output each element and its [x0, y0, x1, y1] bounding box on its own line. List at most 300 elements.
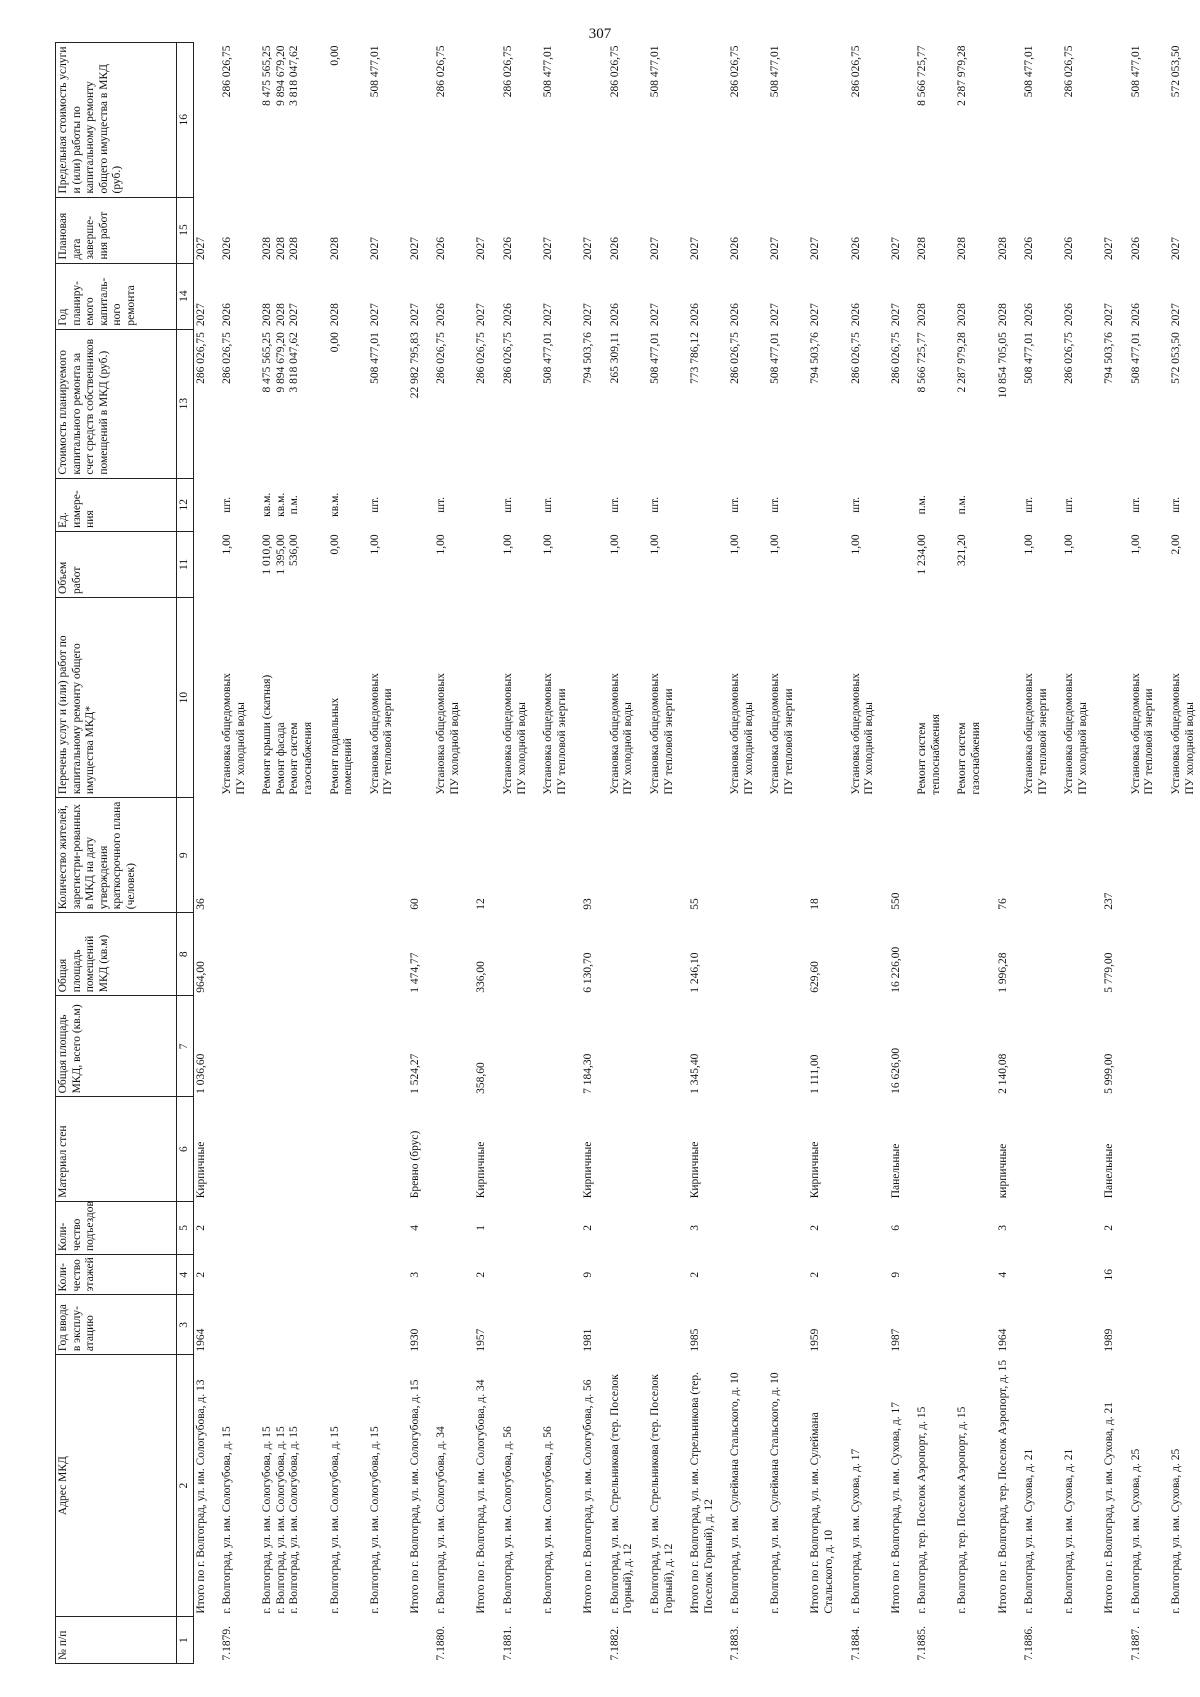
cell-line: 508 477,01: [648, 332, 661, 384]
cell-line: 286 026,75: [435, 45, 448, 98]
row-spacer: [1118, 43, 1129, 1664]
table-row: [915, 43, 944, 1664]
residents-cell: [368, 798, 397, 913]
completion-date-cell: [1102, 197, 1118, 263]
cell-line: 2028: [288, 237, 301, 261]
wall-material-cell: Кирпичные: [475, 1141, 488, 1199]
cell-line: ПУ холодной воды: [448, 702, 461, 795]
floors-cell: [915, 1255, 944, 1295]
repair-year-cell: [608, 263, 637, 329]
cell-line: 508 477,01: [1023, 332, 1036, 384]
year-built-cell: [648, 1295, 677, 1355]
cell-line: 8 475 565,25: [261, 332, 274, 393]
residents-cell: 18: [809, 898, 822, 910]
cell-line: 2027: [809, 237, 822, 261]
cell-line: 572 053,50: [1170, 332, 1182, 384]
cell-line: теплоснабжения: [929, 714, 942, 795]
repair-year-cell: [581, 263, 597, 329]
wall-material-cell: [541, 1097, 570, 1201]
cell-line: Ремонт систем: [916, 722, 929, 795]
cost-cell: [849, 329, 878, 478]
work-list-cell: [915, 597, 944, 797]
cell-line: кв.м.: [274, 492, 287, 517]
total-area-cell: [648, 996, 677, 1097]
premises-area-cell: [728, 913, 757, 996]
wall-material-cell: [955, 1097, 984, 1201]
cell-line: 794 503,76: [1103, 332, 1116, 384]
entrances-cell: 2: [809, 1225, 822, 1231]
cell-line: Установка общедомовых: [729, 673, 742, 795]
cell-line: Установка общедомовых: [769, 673, 782, 795]
cell-line: 1,00: [221, 534, 234, 555]
cell-line: г. Волгоград, ул. им. Сухова, д. 21: [1023, 1448, 1036, 1614]
cell-line: Установка общедомовых: [648, 673, 661, 795]
row-spacer-cell: [797, 43, 808, 1664]
max-cost-cell: [220, 43, 249, 198]
cell-line: 2028: [274, 303, 287, 327]
cell-line: шт.: [648, 496, 661, 513]
floors-cell: [768, 1255, 797, 1295]
row-number: 7.1883.: [729, 1626, 742, 1661]
completion-date-cell: [608, 197, 637, 263]
header-cell: Коли-чество этажей: [56, 1255, 177, 1295]
year-built-cell: [260, 1295, 316, 1355]
residents-cell: 550: [889, 892, 902, 910]
premises-area-cell: [368, 913, 397, 996]
address-cell: [434, 1355, 463, 1617]
completion-date-cell: [849, 197, 878, 263]
max-cost-cell: [408, 43, 424, 198]
year-built-cell: [1169, 1295, 1198, 1355]
residents-cell: 237: [1103, 892, 1116, 910]
cell-line: ПУ тепловой энергии: [782, 688, 795, 795]
year-built-cell: [608, 1295, 637, 1355]
cell-line: Установка общедомовых: [542, 673, 555, 795]
total-area-cell: [368, 996, 397, 1097]
cell-line: Итого по г. Волгоград, ул. им. Сулеймана Стальского, д. 10: [809, 1412, 835, 1614]
repair-year-cell: [368, 263, 397, 329]
row-number: [889, 1617, 905, 1664]
repair-year-cell: [501, 263, 530, 329]
wall-material-cell: [1129, 1097, 1158, 1201]
cell-line: 1 234,00: [916, 534, 929, 575]
header-cell: Материал стен: [56, 1097, 177, 1201]
cell-line: газоснабжения: [301, 721, 314, 795]
repair-year-cell: [915, 263, 944, 329]
row-spacer-cell: [637, 43, 648, 1664]
address-cell: [220, 1355, 249, 1617]
cell-line: 2026: [1129, 303, 1142, 327]
completion-date-cell: [728, 197, 757, 263]
cell-line: 8 566 725,77: [916, 45, 929, 106]
cell-line: 1,00: [368, 534, 381, 555]
entrances-cell: 2: [582, 1225, 595, 1231]
total-area-cell: 1 524,27: [408, 1053, 421, 1094]
premises-area-cell: [768, 913, 797, 996]
row-number: [768, 1617, 797, 1664]
total-area-cell: [541, 996, 570, 1097]
cell-line: Итого по г. Волгоград, ул. им. Сологубова, д. 56: [582, 1379, 595, 1614]
completion-date-cell: [889, 197, 905, 263]
cell-line: 1,00: [1063, 534, 1076, 555]
repair-year-cell: [1169, 263, 1198, 329]
column-number: 10: [177, 597, 194, 797]
cell-line: Итого по г. Волгоград, тер. Поселок Аэропорт, д. 15: [996, 1359, 1009, 1614]
cell-line: 286 026,75: [435, 332, 448, 384]
row-spacer-cell: [423, 43, 434, 1664]
repair-year-cell: [648, 263, 677, 329]
cell-line: 2026: [435, 303, 448, 327]
work-volume-cell: [1022, 531, 1051, 597]
residents-cell: [541, 798, 570, 913]
cell-line: 2026: [849, 237, 862, 261]
unit-cell: [915, 478, 944, 531]
row-number: 7.1880.: [435, 1626, 448, 1661]
cell-line: 1,00: [502, 534, 514, 555]
cell-line: 286 026,75: [1063, 332, 1076, 384]
cell-line: г. Волгоград, ул. им. Сологубова, д. 56: [502, 1426, 514, 1614]
entrances-cell: [768, 1201, 797, 1254]
unit-cell: [889, 478, 905, 531]
total-area-cell: [328, 996, 357, 1097]
work-volume-cell: [608, 531, 637, 597]
max-cost-cell: [849, 43, 878, 198]
floors-cell: [648, 1255, 677, 1295]
row-spacer-cell: [1118, 43, 1129, 1664]
row-spacer: [209, 43, 220, 1664]
cell-line: г. Волгоград, ул. им. Сологубова, д. 15: [328, 1426, 341, 1614]
cell-line: 794 503,76: [582, 332, 595, 384]
floors-cell: [849, 1255, 878, 1295]
year-built-cell: 1957: [475, 1328, 488, 1352]
wall-material-cell: [220, 1097, 249, 1201]
max-cost-cell: [768, 43, 797, 198]
cell-line: 508 477,01: [368, 45, 381, 98]
residents-cell: [434, 798, 463, 913]
unit-cell: [808, 478, 837, 531]
wall-material-cell: Панельные: [1103, 1143, 1116, 1199]
work-list-cell: [581, 597, 597, 797]
table-row: [728, 43, 757, 1664]
unit-cell: [541, 478, 570, 531]
cell-line: г. Волгоград, ул. им. Сологубова, д. 15: [274, 1426, 287, 1614]
cell-line: г. Волгоград, ул. им. Сухова, д. 17: [849, 1448, 862, 1614]
row-number: 7.1881.: [502, 1626, 514, 1661]
entrances-cell: [1022, 1201, 1051, 1254]
work-list-cell: [1062, 597, 1091, 797]
address-cell: [849, 1355, 878, 1617]
wall-material-cell: [501, 1097, 530, 1201]
residents-cell: [648, 798, 677, 913]
repair-year-cell: [688, 263, 717, 329]
row-spacer: [878, 43, 889, 1664]
address-cell: [368, 1355, 397, 1617]
entrances-cell: [368, 1201, 397, 1254]
premises-area-cell: [328, 913, 357, 996]
header-cell: № п/п: [56, 1617, 177, 1664]
premises-area-cell: [849, 913, 878, 996]
cell-line: шт.: [608, 496, 621, 513]
row-spacer: [717, 43, 728, 1664]
wall-material-cell: Кирпичные: [582, 1141, 595, 1199]
total-area-cell: 16 626,00: [889, 1047, 902, 1094]
repair-year-cell: [474, 263, 490, 329]
cell-line: Итого по г. Волгоград, ул. им. Сологубова, д. 15: [408, 1379, 421, 1614]
total-area-cell: 1 111,00: [809, 1054, 822, 1094]
work-list-cell: [1022, 597, 1051, 797]
cost-cell: [1169, 329, 1198, 478]
year-built-cell: 1964: [996, 1328, 1009, 1352]
work-volume-cell: [434, 531, 463, 597]
residents-cell: 12: [475, 898, 488, 910]
table-row: [328, 43, 357, 1664]
unit-cell: [408, 478, 424, 531]
wall-material-cell: Бревно (брус): [408, 1130, 421, 1199]
cell-line: 2026: [502, 237, 514, 261]
floors-cell: 9: [582, 1271, 595, 1278]
work-list-cell: [608, 597, 637, 797]
table-row: [1129, 43, 1158, 1664]
floors-cell: 16: [1103, 1269, 1116, 1281]
cell-line: г. Волгоград, ул. им. Стрельникова (тер. Поселок Горный), д. 12: [648, 1374, 675, 1614]
work-volume-cell: [728, 531, 757, 597]
row-number: [808, 1617, 837, 1664]
floors-cell: [541, 1255, 570, 1295]
floors-cell: [1169, 1255, 1198, 1295]
cell-line: Итого по г. Волгоград, ул. им. Сухова, д. 17: [889, 1402, 902, 1614]
work-list-cell: [541, 597, 570, 797]
cell-line: 508 477,01: [1129, 332, 1142, 384]
wall-material-cell: [768, 1097, 797, 1201]
wall-material-cell: [328, 1097, 357, 1201]
row-spacer: [757, 43, 768, 1664]
row-number: [408, 1617, 424, 1664]
year-built-cell: [955, 1295, 984, 1355]
max-cost-cell: [193, 43, 209, 198]
header-cell: Объем работ: [56, 531, 177, 597]
table-row: [474, 43, 490, 1664]
premises-area-cell: [434, 913, 463, 996]
row-spacer: [944, 43, 955, 1664]
floors-cell: [501, 1255, 530, 1295]
row-spacer-cell: [1051, 43, 1062, 1664]
entrances-cell: [260, 1201, 316, 1254]
unit-cell: [220, 478, 249, 531]
column-number: 5: [177, 1201, 194, 1254]
row-spacer: [463, 43, 474, 1664]
year-built-cell: [368, 1295, 397, 1355]
wall-material-cell: [608, 1097, 637, 1201]
unit-cell: [260, 478, 316, 531]
repair-year-cell: [728, 263, 757, 329]
work-list-cell: [328, 597, 357, 797]
cell-line: газоснабжения: [969, 721, 982, 795]
header-cell: Коли-чество подъездов: [56, 1201, 177, 1254]
year-built-cell: [915, 1295, 944, 1355]
cell-line: 2028: [261, 303, 274, 327]
max-cost-cell: [1062, 43, 1091, 198]
year-built-cell: [1129, 1295, 1158, 1355]
row-spacer: [1051, 43, 1062, 1664]
cell-line: 773 786,12: [689, 332, 702, 384]
column-number: 2: [177, 1355, 194, 1617]
completion-date-cell: [955, 197, 984, 263]
cell-line: 2026: [1023, 237, 1036, 261]
floors-cell: [955, 1255, 984, 1295]
row-number: [1169, 1617, 1198, 1664]
year-built-cell: 1959: [809, 1328, 822, 1352]
cell-line: ПУ холодной воды: [1076, 702, 1089, 795]
table-row: [648, 43, 677, 1664]
cell-line: шт.: [1023, 496, 1036, 513]
premises-area-cell: [1169, 913, 1198, 996]
repair-year-cell: [1022, 263, 1051, 329]
table-row: [408, 43, 424, 1664]
row-spacer-cell: [490, 43, 501, 1664]
row-spacer-cell: [209, 43, 220, 1664]
floors-cell: [1129, 1255, 1158, 1295]
floors-cell: [728, 1255, 757, 1295]
cell-line: г. Волгоград, ул. им. Сологубова, д. 15: [288, 1426, 301, 1614]
max-cost-cell: [328, 43, 357, 198]
cell-line: 2028: [996, 303, 1009, 327]
residents-cell: [260, 798, 316, 913]
address-cell: [1062, 1355, 1091, 1617]
cell-line: Итого по г. Волгоград, ул. им. Стрельникова (тер. Поселок Горный), д. 12: [689, 1372, 715, 1614]
wall-material-cell: [1022, 1097, 1051, 1201]
row-spacer-cell: [1158, 43, 1169, 1664]
cell-line: г. Волгоград, ул. им. Сологубова, д. 56: [542, 1426, 555, 1614]
unit-cell: [193, 478, 209, 531]
cell-line: г. Волгоград, тер. Поселок Аэропорт, д. 15: [916, 1406, 929, 1614]
row-spacer: [490, 43, 501, 1664]
wall-material-cell: [915, 1097, 944, 1201]
premises-area-cell: 1 474,77: [408, 952, 421, 993]
unit-cell: [1022, 478, 1051, 531]
row-spacer-cell: [904, 43, 915, 1664]
residents-cell: 93: [582, 898, 595, 910]
entrances-cell: [1129, 1201, 1158, 1254]
unit-cell: [955, 478, 984, 531]
unit-cell: [648, 478, 677, 531]
premises-area-cell: [220, 913, 249, 996]
floors-cell: 2: [193, 1255, 209, 1295]
premises-area-cell: 336,00: [475, 961, 488, 993]
unit-cell: [368, 478, 397, 531]
cell-line: 265 309,11: [608, 332, 621, 384]
row-spacer: [797, 43, 808, 1664]
completion-date-cell: [581, 197, 597, 263]
premises-area-cell: 1 996,28: [996, 952, 1009, 993]
column-number: 11: [177, 531, 194, 597]
cell-line: 2026: [689, 303, 702, 327]
cost-cell: [1062, 329, 1091, 478]
wall-material-cell: Кирпичные: [193, 1097, 209, 1201]
repair-year-cell: [1102, 263, 1118, 329]
completion-date-cell: [648, 197, 677, 263]
cell-line: 2027: [475, 237, 488, 261]
cell-line: 2027: [1170, 237, 1182, 261]
completion-date-cell: [915, 197, 944, 263]
row-spacer: [317, 43, 328, 1664]
header-cell: Общая площадь МКД, всего (кв.м): [56, 996, 177, 1097]
row-spacer-cell: [357, 43, 368, 1664]
address-cell: [955, 1355, 984, 1617]
completion-date-cell: [1169, 197, 1198, 263]
completion-date-cell: [260, 197, 316, 263]
work-list-cell: [849, 597, 878, 797]
wall-material-cell: [728, 1097, 757, 1201]
cost-cell: [889, 329, 905, 478]
cell-line: 286 026,75: [221, 45, 234, 98]
wall-material-cell: [849, 1097, 878, 1201]
row-spacer-cell: [985, 43, 996, 1664]
cell-line: 2027: [1103, 303, 1116, 327]
cost-cell: [434, 329, 463, 478]
max-cost-cell: [541, 43, 570, 198]
table-row: [434, 43, 463, 1664]
floors-cell: [328, 1255, 357, 1295]
max-cost-cell: [474, 43, 490, 198]
column-number: 15: [177, 197, 194, 263]
unit-cell: [688, 478, 717, 531]
row-number: [996, 1617, 1012, 1664]
cell-line: 2027: [288, 303, 301, 327]
cost-cell: [368, 329, 397, 478]
total-area-cell: [955, 996, 984, 1097]
cell-line: Установка общедомовых: [849, 673, 862, 795]
work-volume-cell: [889, 531, 905, 597]
total-area-cell: [608, 996, 637, 1097]
entrances-cell: [220, 1201, 249, 1254]
table-row: [608, 43, 637, 1664]
capital-repair-table: [55, 42, 1200, 1664]
entrances-cell: [728, 1201, 757, 1254]
max-cost-cell: [1102, 43, 1118, 198]
entrances-cell: [434, 1201, 463, 1254]
row-spacer-cell: [463, 43, 474, 1664]
work-list-cell: [260, 597, 316, 797]
cell-line: Итого по г. Волгоград, ул. им. Сологубова, д. 13: [194, 1379, 207, 1614]
work-volume-cell: [996, 531, 1012, 597]
work-volume-cell: [368, 531, 397, 597]
row-spacer-cell: [757, 43, 768, 1664]
year-built-cell: [1062, 1295, 1091, 1355]
header-cell: Перечень услуг и (или) работ по капитальному ремонту общего имущества МКД*: [56, 597, 177, 797]
cell-line: 2026: [1129, 237, 1142, 261]
cell-line: 2027: [194, 237, 207, 261]
cell-line: Установка общедомовых: [1063, 673, 1076, 795]
year-built-cell: [849, 1295, 878, 1355]
year-built-cell: [768, 1295, 797, 1355]
cell-line: ПУ тепловой энергии: [555, 688, 568, 795]
row-spacer: [597, 43, 608, 1664]
repair-year-cell: [768, 263, 797, 329]
floors-cell: [220, 1255, 249, 1295]
work-volume-cell: [1169, 531, 1198, 597]
cell-line: 2026: [435, 237, 448, 261]
cell-line: 2026: [608, 303, 621, 327]
cell-line: п.м.: [956, 495, 969, 515]
unit-cell: [1062, 478, 1091, 531]
cell-line: 286 026,75: [849, 332, 862, 384]
cell-line: Ремонт систем: [956, 722, 969, 795]
premises-area-cell: [1022, 913, 1051, 996]
cell-line: 1,00: [1129, 534, 1142, 555]
cell-line: Установка общедомовых: [608, 673, 621, 795]
residents-cell: [220, 798, 249, 913]
residents-cell: [728, 798, 757, 913]
